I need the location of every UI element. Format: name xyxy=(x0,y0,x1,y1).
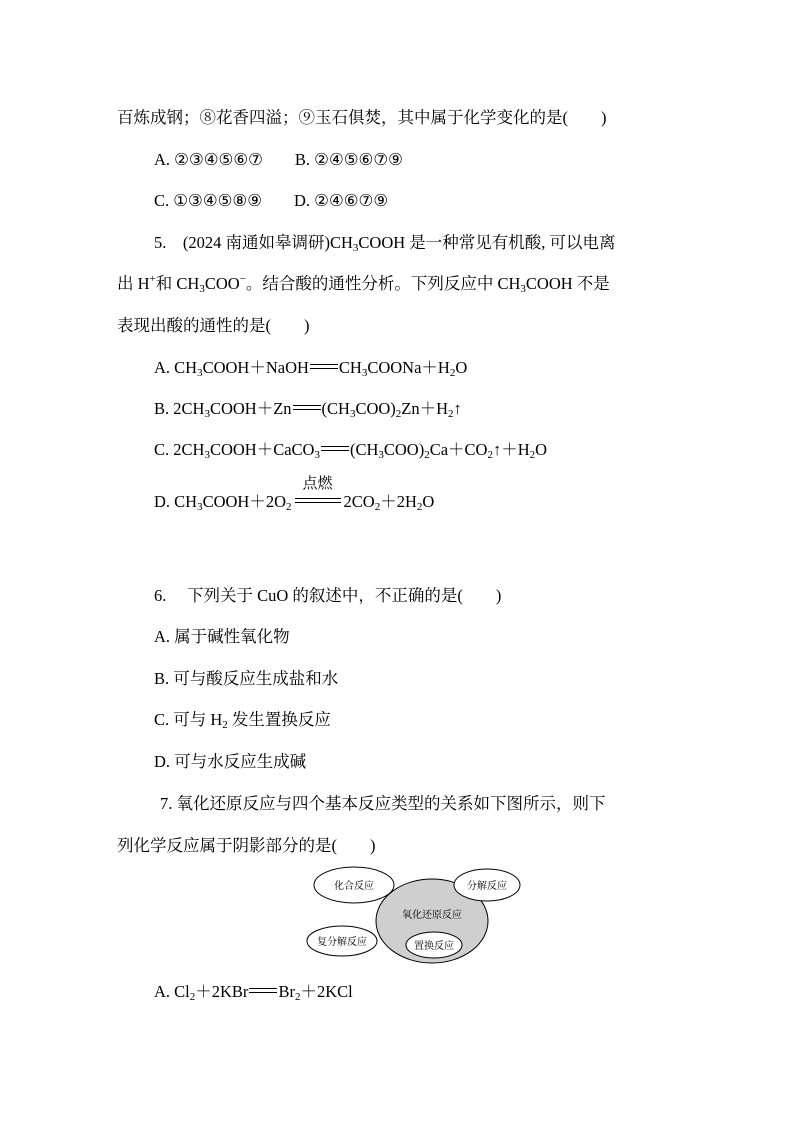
q4-option-c: C. ①③④⑤⑧⑨ xyxy=(154,191,263,210)
q7-stem-line1: 7. 氧化还原反应与四个基本反应类型的关系如下图所示，则下 xyxy=(160,794,606,813)
replacement-label: 置换反应 xyxy=(414,941,454,952)
equals-sign xyxy=(321,444,349,454)
double-replacement-label: 复分解反应 xyxy=(317,937,367,948)
equals-sign xyxy=(293,403,321,413)
q4-options-row2 xyxy=(154,193,388,210)
reaction-condition xyxy=(295,476,341,506)
q6-option-c: C. 可与 $H_2$ 发生置换反应 xyxy=(154,710,331,731)
redox-label: 氧化还原反应 xyxy=(402,910,462,921)
q6-option-b: B. 可与酸反应生成盐和水 xyxy=(154,669,339,688)
q4-option-d: D. ②④⑥⑦⑨ xyxy=(294,191,389,210)
q5-option-d: D. $CH_3COOH+2O_2$ 点燃 $2CO_2+2H_2O$ xyxy=(154,476,435,513)
q7-stem-line2: 列化学反应属于阴影部分的是( ) xyxy=(117,836,376,855)
q6-option-d: D. 可与水反应生成碱 xyxy=(154,752,307,771)
equals-sign xyxy=(310,362,338,372)
q5-option-a: A. $CH_3COOH+NaOH$ $CH_3COONa+H_2O$ xyxy=(154,358,468,379)
q5-stem-line1: 5. (2024 南通如皋调研)$CH_3COOH$ 是一种常见有机酸, 可以电离 xyxy=(154,233,616,254)
decomposition-label: 分解反应 xyxy=(467,881,507,892)
q4-option-b: B. ②④⑤⑥⑦⑨ xyxy=(294,150,403,169)
q6-option-a: A. 属于碱性氧化物 xyxy=(154,627,290,646)
reaction-type-venn-diagram xyxy=(300,865,530,970)
q4-option-a: A. ②③④⑤⑥⑦ xyxy=(154,150,263,169)
q7-option-a: A. $Cl_2+2KBr$ $Br_2+2KCl$ xyxy=(154,982,353,1003)
condition-label: 点燃 xyxy=(302,476,333,492)
q5-stem-line2: 出 H+和 $CH_3COO^-$。结合酸的通性分析。下列反应中 $CH_3COOH$ 不是 xyxy=(117,273,610,295)
q4-options-row1 xyxy=(154,152,403,169)
q5-option-c: C. $2CH_3COOH+CaCO_3$ $(CH_3COO)_2Ca+CO_2↑+H_2O$ xyxy=(154,440,548,461)
combination-label: 化合反应 xyxy=(334,881,374,892)
q6-stem: 6. 下列关于 CuO 的叙述中，不正确的是( ) xyxy=(154,586,502,605)
equals-sign xyxy=(249,986,277,996)
q4-stem-tail: 百炼成钢；⑧花香四溢；⑨玉石俱焚，其中属于化学变化的是( ) xyxy=(117,108,607,127)
q5-option-b: B. $2CH_3COOH+Zn$ $(CH_3COO)_2Zn+H_2↑$ xyxy=(154,399,462,420)
q5-stem-line3: 表现出酸的通性的是( ) xyxy=(117,316,310,335)
